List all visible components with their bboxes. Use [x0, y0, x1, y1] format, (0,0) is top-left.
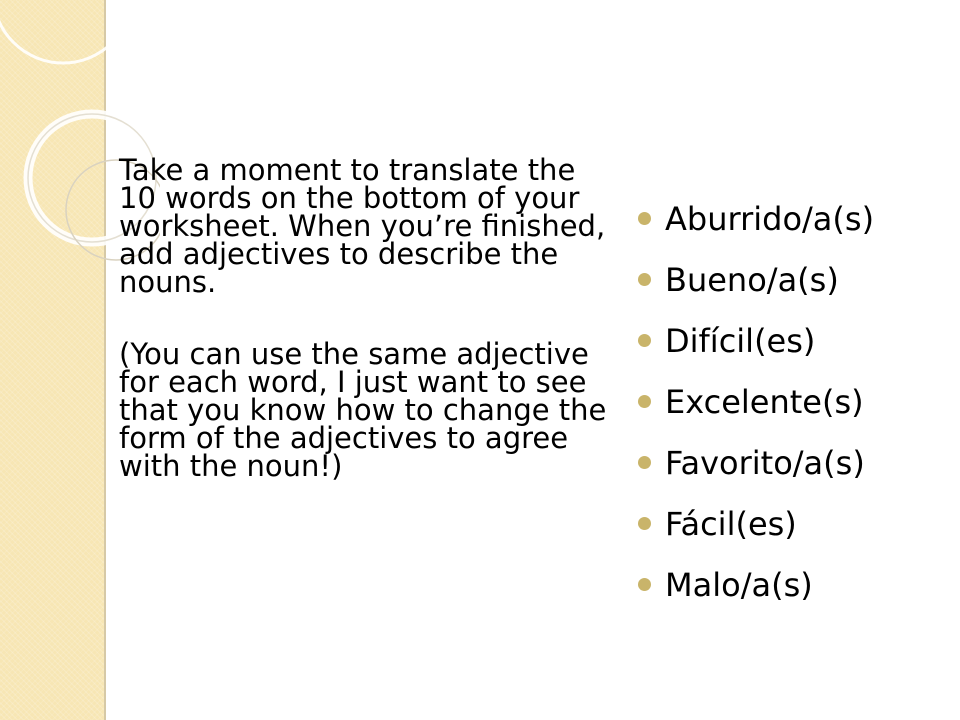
bullet-icon: [638, 212, 651, 225]
list-item: [638, 188, 874, 249]
instruction-text: [119, 153, 609, 483]
bullet-icon: [638, 578, 651, 591]
adjective-label: Excelente(s): [665, 382, 864, 421]
adjective-label: Malo/a(s): [665, 565, 813, 604]
adjective-label: Fácil(es): [665, 504, 797, 543]
list-item: [638, 493, 874, 554]
adjective-label: Aburrido/a(s): [665, 199, 875, 238]
instruction-paragraph-2: (You can use the same adjective for each word, I just want to see that you know how to change the form of the adjectives to agree with the noun!): [119, 337, 607, 483]
list-item: [638, 554, 874, 615]
instruction-paragraph-1: Take a moment to translate the 10 words on the bottom of your worksheet. When you’re finished, add adjectives to describe the nouns.: [119, 153, 606, 299]
list-item: [638, 310, 874, 371]
list-item: [638, 371, 874, 432]
adjective-label: Bueno/a(s): [665, 260, 839, 299]
bullet-icon: [638, 334, 651, 347]
bullet-icon: [638, 517, 651, 530]
adjective-list: [638, 188, 874, 615]
bullet-icon: [638, 456, 651, 469]
list-item: [638, 432, 874, 493]
adjective-label: Difícil(es): [665, 321, 816, 360]
list-item: [638, 249, 874, 310]
bullet-icon: [638, 395, 651, 408]
bullet-icon: [638, 273, 651, 286]
adjective-label: Favorito/a(s): [665, 443, 865, 482]
